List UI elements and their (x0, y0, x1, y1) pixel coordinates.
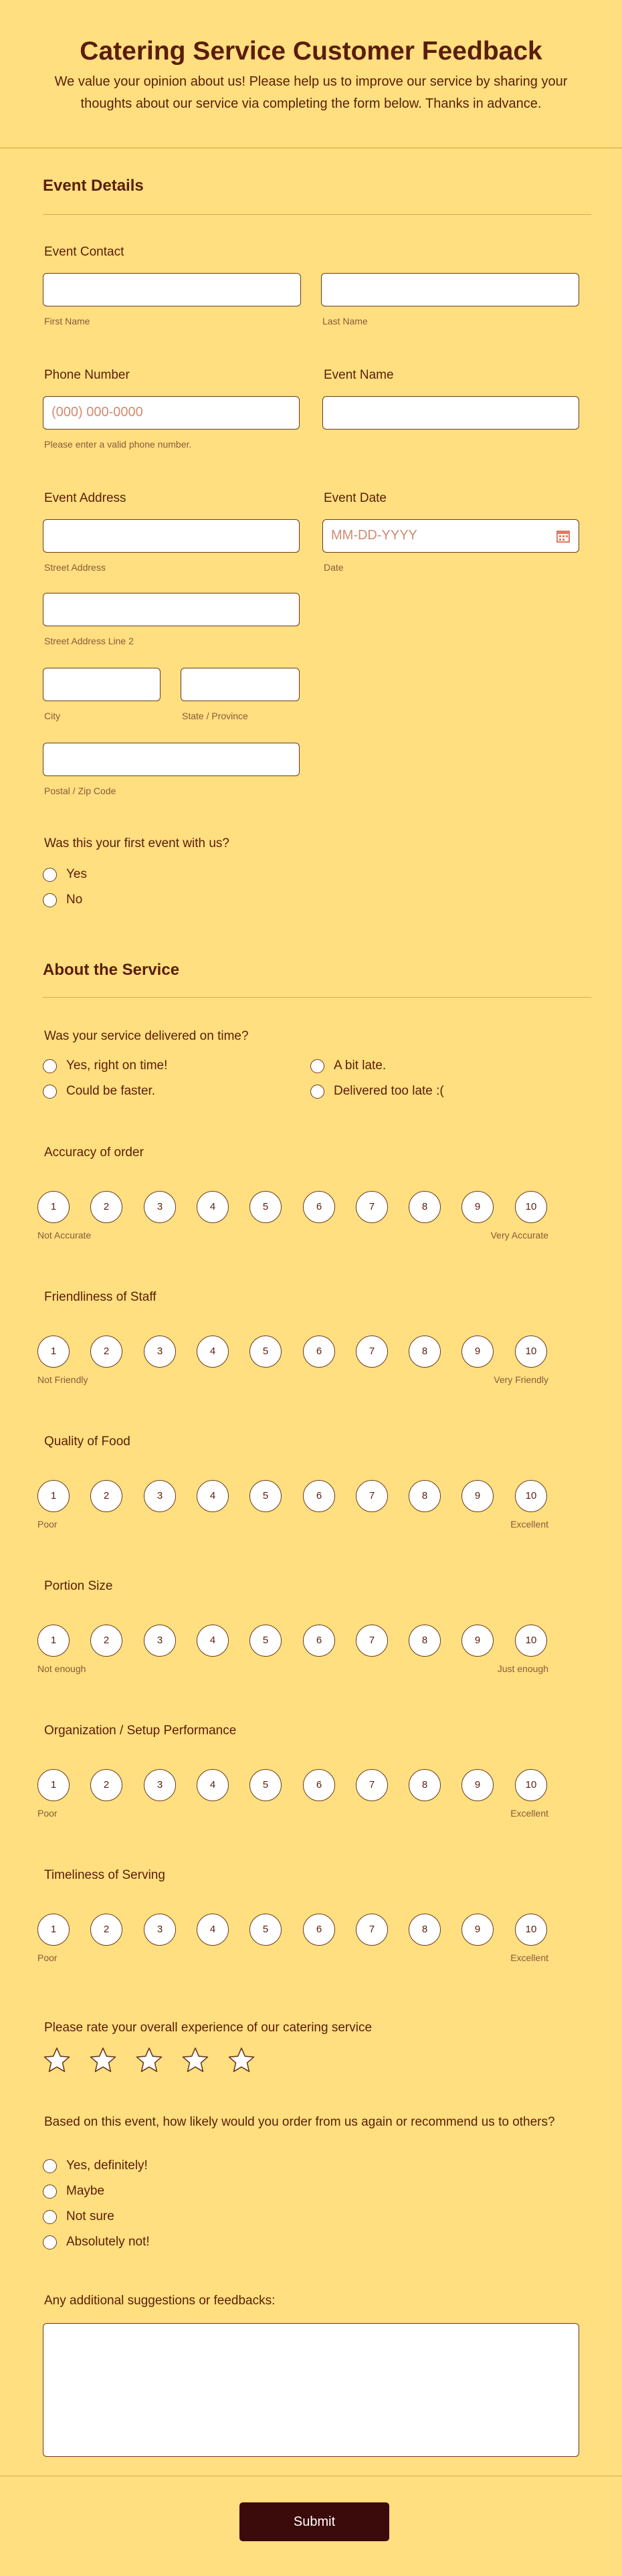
scale-low-label: Poor (37, 1808, 58, 1819)
radio-button[interactable] (43, 2235, 57, 2249)
radio-button[interactable] (43, 1085, 57, 1099)
scale-low-label: Poor (37, 1952, 58, 1963)
scale-option[interactable]: 5 (249, 1625, 282, 1657)
option-label: Yes, right on time! (66, 1059, 168, 1073)
first-name-input[interactable] (43, 273, 301, 306)
radio-button[interactable] (43, 2159, 57, 2173)
option-label: Not sure (66, 2209, 114, 2223)
recommend-label: Based on this event, how likely would you order from us again or recommend us to others? (44, 2115, 555, 2129)
scale-option[interactable]: 9 (461, 1336, 494, 1368)
option-label: Maybe (66, 2184, 105, 2198)
first-event-option-yes[interactable] (43, 867, 87, 882)
city-input[interactable] (43, 668, 161, 701)
scale-option[interactable]: 8 (409, 1480, 441, 1512)
first-event-option-no[interactable] (43, 893, 82, 907)
scale-option[interactable]: 10 (515, 1336, 547, 1368)
scale-option[interactable]: 2 (90, 1336, 122, 1368)
last-name-sublabel: Last Name (322, 316, 368, 327)
radio-button[interactable] (43, 2210, 57, 2224)
option-label: Could be faster. (66, 1084, 156, 1098)
scale-option[interactable]: 4 (197, 1625, 229, 1657)
star-icon[interactable] (135, 2046, 163, 2074)
rating-scale (37, 1480, 559, 1513)
scale-option[interactable]: 5 (249, 1914, 282, 1946)
street-address-sublabel: Street Address (44, 562, 106, 573)
option-label: No (66, 893, 83, 907)
scale-option[interactable]: 7 (356, 1769, 388, 1801)
scale-option[interactable]: 3 (144, 1480, 176, 1512)
street-address-input[interactable] (43, 519, 300, 553)
scale-option[interactable]: 6 (303, 1336, 335, 1368)
scale-option[interactable]: 1 (37, 1480, 70, 1512)
option-label: Absolutely not! (66, 2235, 150, 2249)
city-sublabel: City (44, 711, 61, 721)
scale-label: Organization / Setup Performance (44, 1724, 237, 1738)
scale-low-label: Not Friendly (37, 1374, 88, 1385)
section-divider (43, 214, 591, 215)
last-name-input[interactable] (321, 273, 579, 306)
phone-help-text: Please enter a valid phone number. (44, 439, 192, 450)
scale-low-label: Poor (37, 1519, 58, 1530)
recommend-option-maybe[interactable] (43, 2184, 104, 2199)
option-label: Yes, definitely! (66, 2158, 148, 2173)
form-header (0, 0, 622, 149)
page-subtitle: We value your opinion about us! Please help us to improve our service by sharing your thoughts about our service via completing the form below. Thanks in advance. (54, 74, 568, 111)
recommend-option-not-sure[interactable] (43, 2209, 114, 2224)
scale-option[interactable]: 2 (90, 1914, 122, 1946)
star-icon[interactable] (227, 2046, 255, 2074)
page-title: Catering Service Customer Feedback (80, 37, 542, 66)
scale-option[interactable]: 8 (409, 1625, 441, 1657)
event-address-label: Event Address (44, 491, 126, 505)
scale-option[interactable]: 3 (144, 1769, 176, 1801)
event-name-label: Event Name (324, 368, 394, 382)
scale-option[interactable]: 3 (144, 1191, 176, 1223)
event-contact-label: Event Contact (44, 245, 124, 259)
recommend-option-absolutely-not[interactable] (43, 2235, 150, 2249)
scale-option[interactable]: 1 (37, 1336, 70, 1368)
scale-label: Quality of Food (44, 1435, 130, 1449)
radio-button[interactable] (310, 1085, 324, 1099)
scale-option[interactable]: 10 (515, 1191, 547, 1223)
scale-option[interactable]: 7 (356, 1480, 388, 1512)
scale-option[interactable]: 9 (461, 1769, 494, 1801)
scale-option[interactable]: 5 (249, 1336, 282, 1368)
suggestions-textarea[interactable] (43, 2323, 579, 2457)
scale-option[interactable]: 1 (37, 1914, 70, 1946)
scale-high-label: Very Accurate (490, 1230, 548, 1240)
section-title-about-service: About the Service (43, 961, 180, 979)
scale-option[interactable]: 5 (249, 1480, 282, 1512)
star-rating[interactable] (43, 2046, 255, 2074)
scale-high-label: Very Friendly (494, 1374, 548, 1385)
scale-option[interactable]: 9 (461, 1914, 494, 1946)
scale-label: Timeliness of Serving (44, 1868, 165, 1882)
scale-option[interactable]: 8 (409, 1336, 441, 1368)
scale-label: Friendliness of Staff (44, 1290, 157, 1304)
scale-option[interactable]: 7 (356, 1625, 388, 1657)
scale-option[interactable]: 9 (461, 1480, 494, 1512)
event-date-label: Event Date (324, 491, 387, 505)
scale-option[interactable]: 10 (515, 1769, 547, 1801)
calendar-icon[interactable] (556, 529, 570, 543)
radio-button[interactable] (43, 2185, 57, 2199)
recommend-option-yes[interactable] (43, 2158, 148, 2173)
scale-option[interactable]: 7 (356, 1914, 388, 1946)
scale-option[interactable]: 5 (249, 1191, 282, 1223)
section-title-event-details: Event Details (43, 177, 144, 195)
street-address-line2-sublabel: Street Address Line 2 (44, 636, 134, 646)
state-input[interactable] (181, 668, 300, 701)
option-label: A bit late. (334, 1059, 387, 1073)
section-divider (43, 997, 591, 998)
radio-button[interactable] (43, 1059, 57, 1073)
zip-code-sublabel: Postal / Zip Code (44, 786, 116, 796)
scale-option[interactable]: 2 (90, 1769, 122, 1801)
phone-number-label: Phone Number (44, 368, 130, 382)
star-icon[interactable] (43, 2046, 71, 2074)
scale-high-label: Excellent (510, 1808, 548, 1819)
scale-option[interactable]: 4 (197, 1191, 229, 1223)
zip-code-input[interactable] (43, 743, 300, 776)
scale-option[interactable]: 7 (356, 1191, 388, 1223)
scale-option[interactable]: 4 (197, 1769, 229, 1801)
scale-option[interactable]: 8 (409, 1191, 441, 1223)
submit-button[interactable]: Submit (239, 2502, 389, 2541)
scale-option[interactable]: 6 (303, 1914, 335, 1946)
delivered-on-time-label: Was your service delivered on time? (44, 1029, 249, 1043)
scale-option[interactable]: 9 (461, 1625, 494, 1657)
scale-option[interactable]: 1 (37, 1625, 70, 1657)
first-event-label: Was this your first event with us? (44, 836, 230, 850)
scale-option[interactable]: 2 (90, 1625, 122, 1657)
rating-scale (37, 1914, 559, 1947)
scale-option[interactable]: 4 (197, 1914, 229, 1946)
scale-label: Portion Size (44, 1579, 113, 1593)
option-label: Delivered too late :( (334, 1084, 444, 1098)
radio-button[interactable] (43, 868, 57, 882)
scale-high-label: Excellent (510, 1519, 548, 1530)
scale-option[interactable]: 4 (197, 1480, 229, 1512)
scale-label: Accuracy of order (44, 1145, 144, 1160)
rating-scale (37, 1769, 559, 1803)
street-address-line2-input[interactable] (43, 593, 300, 626)
scale-low-label: Not Accurate (37, 1230, 92, 1240)
delivered-option-right-on-time[interactable] (43, 1059, 167, 1073)
scale-option[interactable]: 10 (515, 1480, 547, 1512)
scale-high-label: Excellent (510, 1952, 548, 1963)
star-icon[interactable] (89, 2046, 117, 2074)
delivered-option-too-late[interactable] (310, 1084, 444, 1099)
scale-option[interactable]: 5 (249, 1769, 282, 1801)
state-sublabel: State / Province (182, 711, 248, 721)
scale-option[interactable]: 8 (409, 1914, 441, 1946)
scale-option[interactable]: 6 (303, 1480, 335, 1512)
scale-option[interactable]: 1 (37, 1191, 70, 1223)
scale-option[interactable]: 6 (303, 1625, 335, 1657)
scale-option[interactable]: 10 (515, 1625, 547, 1657)
scale-option[interactable]: 3 (144, 1625, 176, 1657)
scale-option[interactable]: 4 (197, 1336, 229, 1368)
rating-scale (37, 1625, 559, 1658)
scale-option[interactable]: 3 (144, 1336, 176, 1368)
scale-option[interactable]: 9 (461, 1191, 494, 1223)
event-date-sublabel: Date (324, 562, 344, 573)
scale-option[interactable]: 1 (37, 1769, 70, 1801)
scale-option[interactable]: 2 (90, 1191, 122, 1223)
phone-number-input[interactable]: (000) 000-0000 (43, 396, 300, 430)
option-label: Yes (66, 867, 87, 881)
delivered-option-could-be-faster[interactable] (43, 1084, 155, 1099)
scale-option[interactable]: 8 (409, 1769, 441, 1801)
star-icon[interactable] (181, 2046, 209, 2074)
rating-scale (37, 1191, 559, 1224)
overall-experience-label: Please rate your overall experience of our catering service (44, 2021, 373, 2035)
scale-option[interactable]: 6 (303, 1769, 335, 1801)
event-name-input[interactable] (322, 396, 579, 430)
scale-option[interactable]: 2 (90, 1480, 122, 1512)
scale-high-label: Just enough (497, 1663, 548, 1674)
radio-button[interactable] (310, 1059, 324, 1073)
delivered-option-bit-late[interactable] (310, 1059, 386, 1073)
event-date-input[interactable]: MM-DD-YYYY (322, 519, 579, 553)
first-name-sublabel: First Name (44, 316, 90, 327)
rating-scale (37, 1336, 559, 1369)
suggestions-label: Any additional suggestions or feedbacks: (44, 2294, 276, 2308)
scale-low-label: Not enough (37, 1663, 86, 1674)
scale-option[interactable]: 6 (303, 1191, 335, 1223)
scale-option[interactable]: 7 (356, 1336, 388, 1368)
scale-option[interactable]: 3 (144, 1914, 176, 1946)
radio-button[interactable] (43, 893, 57, 907)
scale-option[interactable]: 10 (515, 1914, 547, 1946)
